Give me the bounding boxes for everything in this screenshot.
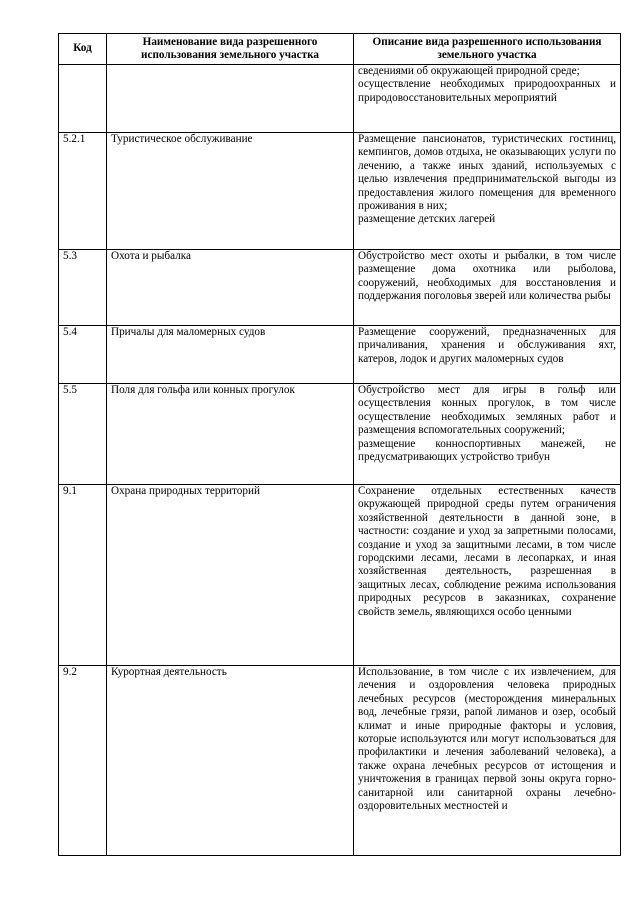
header-name: Наименование вида разрешенного использования земельного участка (107, 34, 354, 65)
header-code: Код (59, 34, 107, 65)
row-name (107, 65, 354, 133)
row-description (354, 384, 621, 485)
row-description (354, 133, 621, 250)
description-paragraph: Обустройство мест охоты и рыбалки, в том числе размещение дома охотника или рыболова, сооружений, необходимых для восстановления и поддержания поголовья зверей или количества рыбы (358, 250, 616, 303)
row-code: 5.2.1 (59, 133, 107, 250)
row-name: Охота и рыбалка (107, 250, 354, 326)
table-header-row (59, 34, 621, 65)
row-code: 9.2 (59, 666, 107, 856)
row-name: Курортная деятельность (107, 666, 354, 856)
land-use-table (58, 33, 621, 856)
description-paragraph: Использование, в том числе с их извлечением, для лечения и оздоровления человека природных лечебных ресурсов (месторождения минеральных вод, лечебные грязи, рапой лиманов и озер, особый климат и иные природные факторы и условия, которые используются или могут использоваться для профилактики и лечения заболеваний человека), а также охрана лечебных ресурсов от истощения и уничтожения в границах первой зоны округа горно-санитарной или санитарной охраны лечебно-оздоровительных местностей и (358, 666, 616, 813)
row-description (354, 326, 621, 384)
table-row (59, 250, 621, 326)
row-code (59, 65, 107, 133)
row-description (354, 65, 621, 133)
row-description (354, 666, 621, 856)
table-row (59, 666, 621, 856)
row-name: Охрана природных территорий (107, 485, 354, 666)
table-row (59, 485, 621, 666)
row-name: Туристическое обслуживание (107, 133, 354, 250)
table-row (59, 326, 621, 384)
row-code: 5.4 (59, 326, 107, 384)
description-paragraph: размещение конноспортивных манежей, не предусматривающих устройство трибун (358, 437, 616, 464)
table-row (59, 65, 621, 133)
row-code: 9.1 (59, 485, 107, 666)
description-paragraph: Размещение пансионатов, туристических гостиниц, кемпингов, домов отдыха, не оказывающих услуги по лечению, а также иных зданий, используемых с целью извлечения предпринимательской выгоды из предоставления жилого помещения для временного проживания в них; (358, 133, 616, 213)
row-name: Причалы для маломерных судов (107, 326, 354, 384)
description-paragraph: сведениями об окружающей природной среде; (358, 65, 580, 77)
description-paragraph: осуществление необходимых природоохранных и природовосстановительных мероприятий (358, 78, 616, 104)
row-name: Поля для гольфа или конных прогулок (107, 384, 354, 485)
row-code: 5.3 (59, 250, 107, 326)
row-description (354, 250, 621, 326)
description-paragraph: Сохранение отдельных естественных качеств окружающей природной среды путем ограничения хозяйственной деятельности в данной зоне, в частности: создание и уход за запретными полосами, создание и уход за защитными лесами, в том числе городскими лесами, лесами в лесопарках, и иная хозяйственная деятельность, разрешенная в защитных лесах, соблюдение режима использования природных ресурсов в заказниках, сохранение свойств земель, являющихся особо ценными (358, 485, 616, 618)
table-row (59, 384, 621, 485)
description-paragraph: размещение детских лагерей (358, 213, 496, 226)
row-code: 5.5 (59, 384, 107, 485)
description-paragraph: Обустройство мест для игры в гольф или осуществления конных прогулок, в том числе осуществление необходимых земляных работ и размещения вспомогательных сооружений; (358, 384, 616, 437)
table-row (59, 133, 621, 250)
row-description (354, 485, 621, 666)
header-description: Описание вида разрешенного использования земельного участка (354, 34, 621, 65)
description-paragraph: Размещение сооружений, предназначенных для причаливания, хранения и обслуживания яхт, катеров, лодок и других маломерных судов (358, 326, 616, 365)
